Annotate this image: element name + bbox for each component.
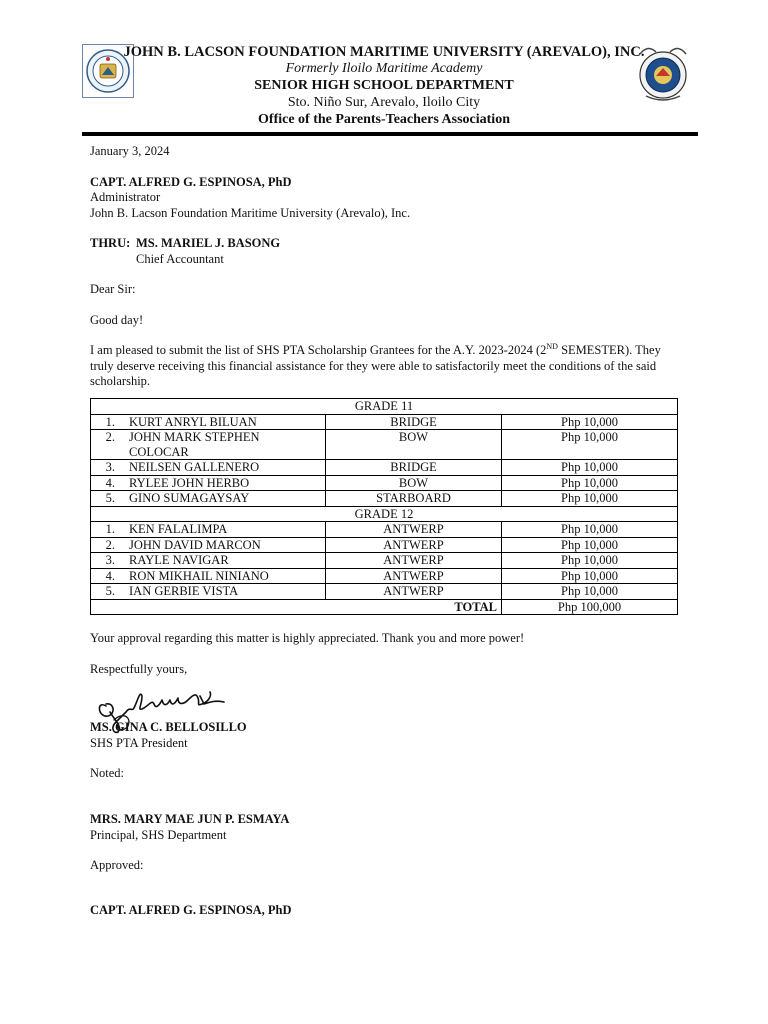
table-row <box>91 584 678 600</box>
table-row <box>91 522 678 538</box>
section-cell: STARBOARD <box>326 491 502 507</box>
row-number: 1. <box>105 414 115 429</box>
amount-cell: Php 10,000 <box>502 460 678 476</box>
student-cell <box>91 553 326 569</box>
table-row <box>91 414 678 430</box>
thru-title: Chief Accountant <box>136 251 224 266</box>
noted-label: Noted: <box>90 766 125 780</box>
section-cell: ANTWERP <box>326 584 502 600</box>
student-name: JOHN DAVID MARCON <box>129 537 261 552</box>
student-cell <box>91 430 326 460</box>
student-name: NEILSEN GALLENERO <box>129 460 260 474</box>
complimentary-close: Respectfully yours, <box>90 661 188 676</box>
row-number: 4. <box>105 568 115 583</box>
student-name: IAN GERBIE VISTA <box>129 584 239 598</box>
row-number: 5. <box>105 584 115 598</box>
table-row <box>91 553 678 569</box>
row-number: 5. <box>105 491 115 505</box>
student-cell <box>91 568 326 584</box>
student-cell <box>91 522 326 538</box>
amount-cell: Php 10,000 <box>502 522 678 538</box>
student-cell <box>91 460 326 476</box>
student-cell <box>91 475 326 491</box>
student-cell <box>91 414 326 430</box>
total-label: TOTAL <box>91 599 502 615</box>
row-number: 2. <box>105 430 115 444</box>
signatory-block <box>90 720 247 751</box>
table-row <box>91 460 678 476</box>
thru-name: MS. MARIEL J. BASONG <box>136 236 281 250</box>
row-number: 1. <box>105 522 115 536</box>
approved-label: Approved: <box>90 858 144 872</box>
row-number: 3. <box>105 460 115 474</box>
grade-11-label: GRADE 11 <box>91 399 678 415</box>
former-name: Formerly Iloilo Maritime Academy <box>285 61 483 76</box>
thru-label: THRU: <box>90 236 131 250</box>
student-name: JOHN MARK STEPHEN COLOCAR <box>129 430 260 459</box>
amount-cell: Php 10,000 <box>502 553 678 569</box>
grade-12-header-row <box>91 506 678 522</box>
intro-text-end: SEMESTER). They truly deserve receiving this financial assistance for they were able to satisfactorily meet the conditions of the said scholarship. <box>90 343 661 388</box>
section-cell: BOW <box>326 475 502 491</box>
grade-11-header-row <box>91 399 678 415</box>
grantees-table <box>90 398 678 615</box>
amount-cell: Php 10,000 <box>502 537 678 553</box>
total-amount: Php 100,000 <box>502 599 678 615</box>
student-name: KEN FALALIMPA <box>129 522 228 536</box>
grade-12-label: GRADE 12 <box>91 506 678 522</box>
amount-cell: Php 10,000 <box>502 584 678 600</box>
intro-superscript: ND <box>546 341 558 351</box>
amount-cell: Php 10,000 <box>502 568 678 584</box>
section-cell: BRIDGE <box>326 414 502 430</box>
section-cell: ANTWERP <box>326 553 502 569</box>
table-row <box>91 430 678 460</box>
student-name: GINO SUMAGAYSAY <box>129 491 250 505</box>
table-row <box>91 491 678 507</box>
row-number: 4. <box>105 475 115 490</box>
office-name: Office of the Parents-Teachers Association <box>258 112 510 127</box>
student-name: RYLEE JOHN HERBO <box>129 475 250 490</box>
student-cell <box>91 584 326 600</box>
recipient-title: Administrator <box>90 190 161 204</box>
section-cell: BOW <box>326 430 502 460</box>
amount-cell: Php 10,000 <box>502 491 678 507</box>
section-cell: BRIDGE <box>326 460 502 476</box>
intro-text-start: I am pleased to submit the list of SHS PTA Scholarship Grantees for the A.Y. 2023-2024 (2 <box>90 343 547 357</box>
noted-title: Principal, SHS Department <box>90 828 227 842</box>
address: Sto. Niño Sur, Arevalo, Iloilo City <box>287 95 481 110</box>
approved-name: CAPT. ALFRED G. ESPINOSA, PhD <box>90 903 292 917</box>
student-name: KURT ANRYL BILUAN <box>129 414 257 429</box>
signatory-name: MS. GINA C. BELLOSILLO <box>90 720 247 734</box>
table-row <box>91 537 678 553</box>
noted-name: MRS. MARY MAE JUN P. ESMAYA <box>90 812 290 826</box>
closing-section <box>90 631 680 677</box>
amount-cell: Php 10,000 <box>502 430 678 460</box>
recipient-name: CAPT. ALFRED G. ESPINOSA, PhD <box>90 174 292 189</box>
letterhead <box>120 44 648 128</box>
section-cell: ANTWERP <box>326 522 502 538</box>
row-number: 2. <box>105 537 115 552</box>
letter-body <box>90 144 680 390</box>
header-divider <box>82 132 698 136</box>
approval-text: Your approval regarding this matter is highly appreciated. Thank you and more power! <box>90 631 525 645</box>
amount-cell: Php 10,000 <box>502 414 678 430</box>
student-name: RAYLE NAVIGAR <box>129 553 229 567</box>
greeting: Good day! <box>90 312 144 327</box>
intro-paragraph <box>90 343 680 390</box>
total-row <box>91 599 678 615</box>
salutation: Dear Sir: <box>90 282 136 296</box>
thru-line <box>90 236 680 252</box>
student-cell <box>91 537 326 553</box>
recipient-organization: John B. Lacson Foundation Maritime University (Arevalo), Inc. <box>90 205 411 220</box>
university-name: JOHN B. LACSON FOUNDATION MARITIME UNIVERSITY (AREVALO), INC. <box>123 44 645 60</box>
section-cell: ANTWERP <box>326 537 502 553</box>
table-row <box>91 568 678 584</box>
student-cell <box>91 491 326 507</box>
signatory-title: SHS PTA President <box>90 735 188 750</box>
row-number: 3. <box>105 553 115 567</box>
department-name: SENIOR HIGH SCHOOL DEPARTMENT <box>254 78 514 93</box>
amount-cell: Php 10,000 <box>502 475 678 491</box>
pta-seal-logo <box>634 42 692 104</box>
section-cell: ANTWERP <box>326 568 502 584</box>
letter-date: January 3, 2024 <box>90 144 170 158</box>
student-name: RON MIKHAIL NINIANO <box>129 568 269 583</box>
table-row <box>91 475 678 491</box>
